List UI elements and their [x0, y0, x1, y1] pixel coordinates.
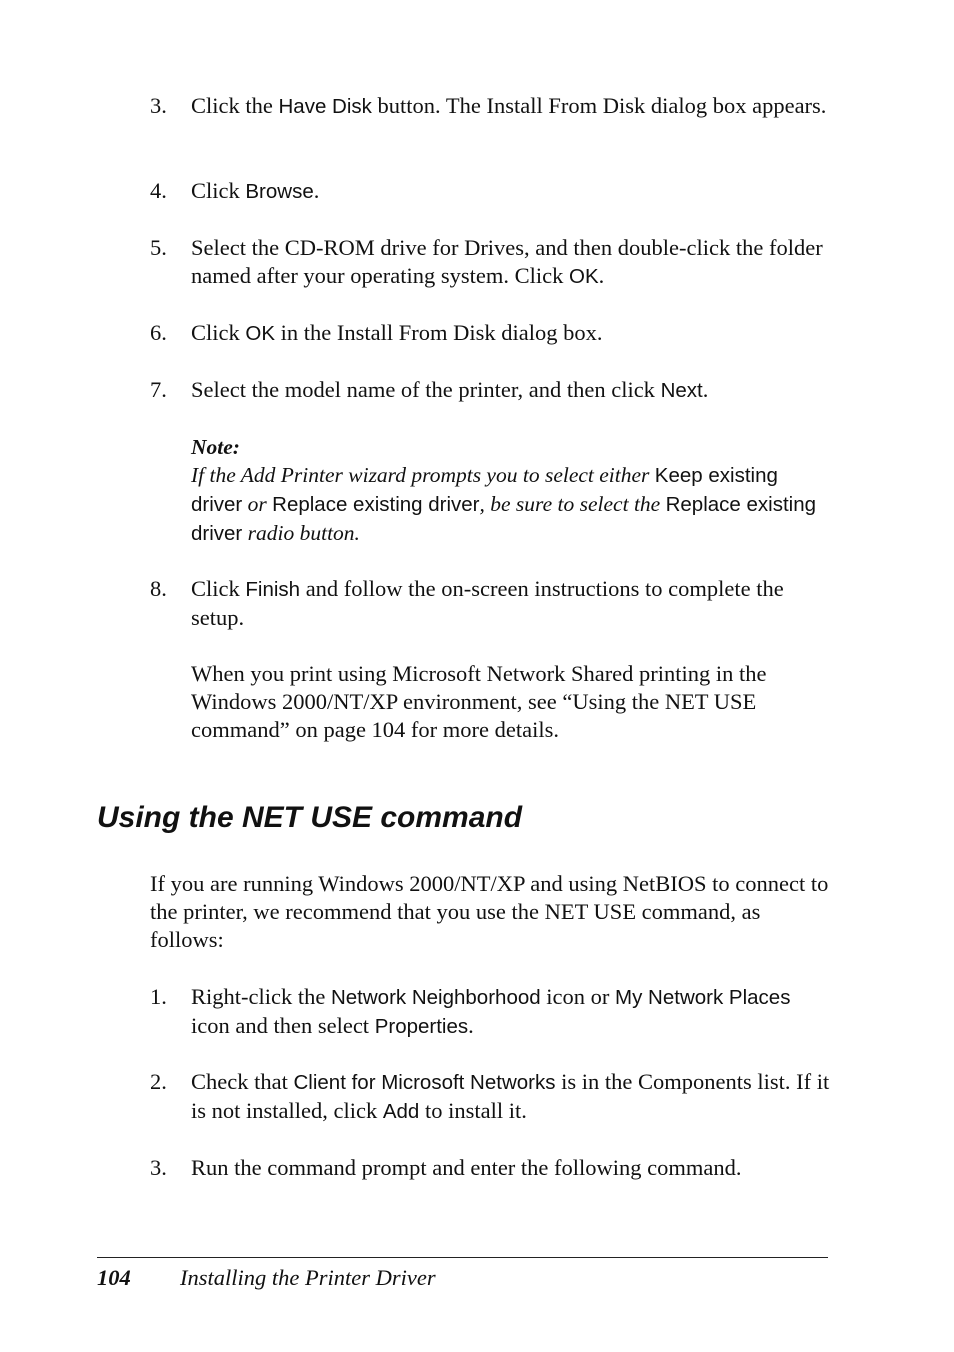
ui-label: Properties [374, 1015, 469, 1038]
step-number: 5. [150, 235, 167, 260]
ui-label: OK [569, 265, 599, 288]
step-number: 3. [150, 1155, 167, 1180]
note-text: If the Add Printer wizard prompts you to select either Keep existing driver or Replace existing driver, be sure to select the Replace existing driver radio button. [191, 463, 817, 545]
ui-label: Have Disk [278, 95, 372, 118]
ui-label: Network Neighborhood [330, 986, 541, 1009]
section-heading: Using the NET USE command [97, 801, 523, 834]
ui-label: Keep existing driver [191, 464, 778, 516]
intro-paragraph: If you are running Windows 2000/NT/XP and using NetBIOS to connect to the printer, we recommend that you use the NET USE command, as follows: [150, 871, 829, 952]
step-number: 1. [150, 984, 167, 1009]
ui-label: My Network Places [615, 986, 791, 1009]
ui-label: Finish [245, 578, 301, 601]
step-text: Click Finish and follow the on-screen instructions to complete the setup. [191, 576, 784, 630]
step-8-paragraph: When you print using Microsoft Network Shared printing in the Windows 2000/NT/XP environment, see “Using the NET USE command” on page 104 for more details. [191, 661, 767, 742]
ui-label: OK [245, 322, 275, 345]
footer-rule [97, 1257, 828, 1258]
step-number: 7. [150, 377, 167, 402]
step-text: Click OK in the Install From Disk dialog box. [191, 320, 603, 345]
note-box [191, 433, 831, 548]
step-text: Right-click the Network Neighborhood icon or My Network Places icon and then select Properties. [191, 984, 791, 1038]
ui-label: Replace existing driver [191, 493, 817, 545]
step-number: 4. [150, 178, 167, 203]
step-text: Select the CD-ROM drive for Drives, and then double-click the folder named after your operating system. Click OK. [191, 235, 823, 288]
step-number: 2. [150, 1069, 167, 1094]
step-text: Click the Have Disk button. The Install From Disk dialog box appears. [191, 93, 827, 118]
ui-label: Next [660, 379, 703, 402]
ui-label: Add [382, 1100, 420, 1123]
step-number: 8. [150, 576, 167, 601]
step-text: Check that Client for Microsoft Networks is in the Components list. If it is not installed, click Add to install it. [191, 1069, 830, 1123]
note-title: Note: [191, 435, 240, 459]
ui-label: Browse [245, 180, 314, 203]
step-text: Click Browse. [191, 178, 320, 203]
ui-label: Replace existing driver [272, 493, 480, 516]
running-footer-title: Installing the Printer Driver [180, 1265, 436, 1290]
page-number: 104 [97, 1265, 131, 1290]
step-number: 6. [150, 320, 167, 345]
ui-label: Client for Microsoft Networks [293, 1071, 556, 1094]
step-number: 3. [150, 93, 167, 118]
step-text: Run the command prompt and enter the following command. [191, 1155, 742, 1180]
step-text: Select the model name of the printer, and then click Next. [191, 377, 709, 402]
